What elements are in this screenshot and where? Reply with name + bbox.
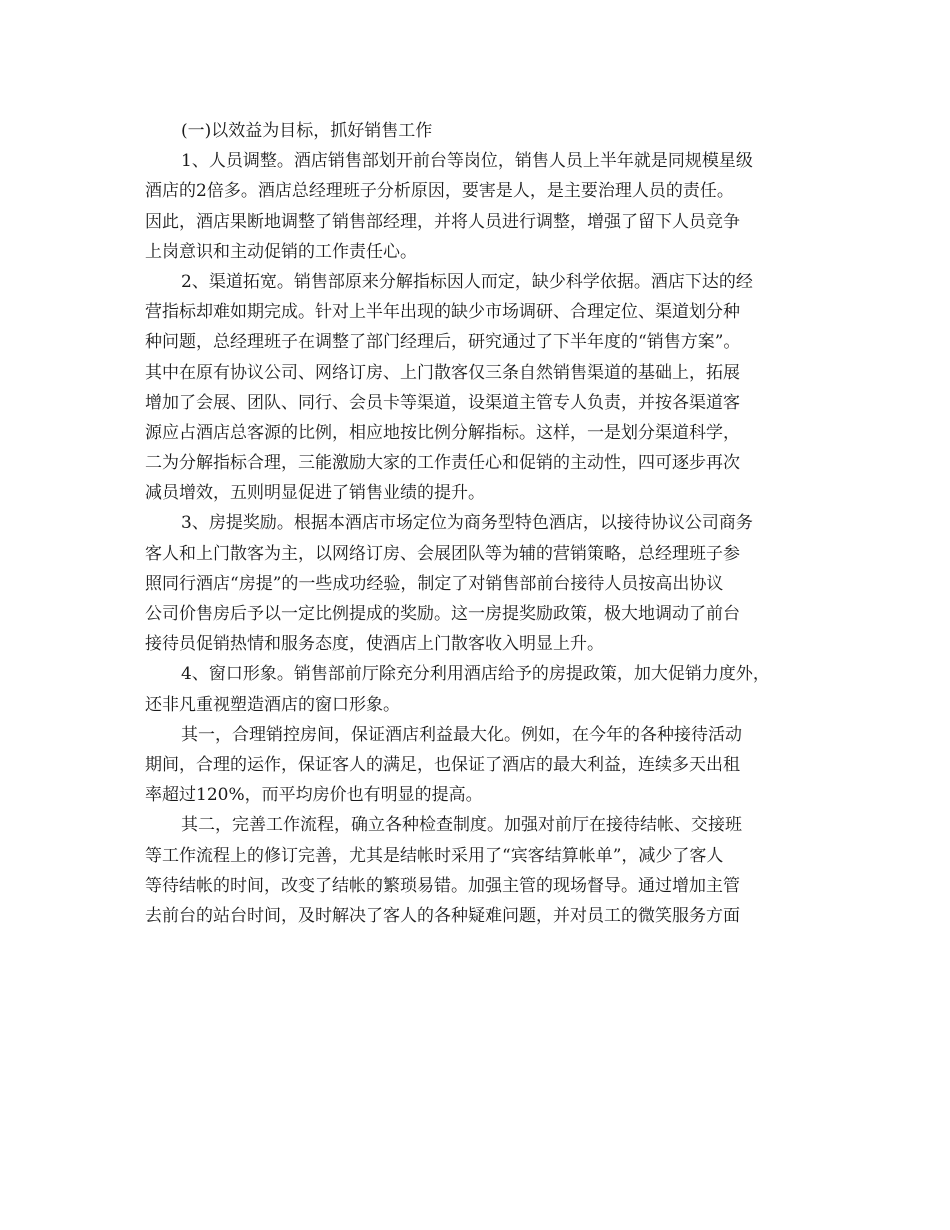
paragraph-line: 去前台的站台时间，及时解决了客人的各种疑难问题，并对员工的微笑服务方面 — [145, 905, 740, 926]
paragraph-line: 上岗意识和主动促销的工作责任心。 — [145, 241, 417, 262]
section-heading: (一)以效益为目标，抓好销售工作 — [181, 121, 433, 141]
paragraph-line: 等工作流程上的修订完善，尤其是结帐时采用了“宾客结算帐单”，减少了客人 — [145, 845, 724, 866]
paragraph-line: 源应占酒店总客源的比例，相应地按比例分解指标。这样，一是划分渠道科学， — [145, 422, 740, 443]
paragraph-line: 其二，完善工作流程，确立各种检查制度。加强对前厅在接待结帐、交接班 — [181, 815, 742, 836]
paragraph-line: 减员增效，五则明显促进了销售业绩的提升。 — [145, 483, 485, 504]
paragraph-line: 公司价售房后予以一定比例提成的奖励。这一房提奖励政策，极大地调动了前台 — [145, 604, 740, 624]
paragraph-line: 接待员促销热情和服务态度，使酒店上门散客收入明显上升。 — [145, 634, 604, 655]
paragraph-line: 因此，酒店果断地调整了销售部经理，并将人员进行调整，增强了留下人员竞争 — [145, 211, 740, 232]
paragraph-line: 1、人员调整。酒店销售部划开前台等岗位，销售人员上半年就是同规模星级 — [181, 151, 753, 172]
paragraph-line: 期间，合理的运作，保证客人的满足，也保证了酒店的最大利益，连续多天出租 — [145, 754, 740, 775]
paragraph-line: 客人和上门散客为主，以网络订房、会展团队等为辅的营销策略，总经理班子参 — [145, 543, 740, 564]
paragraph-line: 2、渠道拓宽。销售部原来分解指标因人而定，缺少科学依据。酒店下达的经 — [181, 271, 753, 292]
paragraph-line: 种问题，总经理班子在调整了部门经理后，研究通过了下半年度的“销售方案”。 — [145, 332, 741, 353]
paragraph-line: 等待结帐的时间，改变了结帐的繁琐易错。加强主管的现场督导。通过增加主管 — [145, 875, 740, 896]
paragraph-line: 其一，合理销控房间，保证酒店利益最大化。例如，在今年的各种接待活动 — [181, 724, 742, 745]
paragraph-line: 酒店的2倍多。酒店总经理班子分析原因，要害是人，是主要治理人员的责任。 — [145, 181, 734, 202]
paragraph-line: 3、房提奖励。根据本酒店市场定位为商务型特色酒店，以接待协议公司商务 — [181, 513, 753, 534]
document-body — [145, 116, 813, 931]
paragraph-line: 照同行酒店“房提”的一些成功经验，制定了对销售部前台接待人员按高出协议 — [145, 573, 724, 594]
paragraph-line: 4、窗口形象。销售部前厅除充分利用酒店给予的房提政策，加大促销力度外， — [181, 664, 770, 685]
paragraph-line: 营指标却难如期完成。针对上半年出现的缺少市场调研、合理定位、渠道划分种 — [145, 302, 740, 323]
paragraph-line: 增加了会展、团队、同行、会员卡等渠道，设渠道主管专人负责，并按各渠道客 — [145, 392, 740, 413]
paragraph-line: 率超过120%，而平均房价也有明显的提高。 — [145, 785, 483, 806]
paragraph-line: 还非凡重视塑造酒店的窗口形象。 — [145, 694, 400, 715]
paragraph-line: 其中在原有协议公司、网络订房、上门散客仅三条自然销售渠道的基础上，拓展 — [145, 362, 740, 383]
paragraph-line: 二为分解指标合理，三能激励大家的工作责任心和促销的主动性，四可逐步再次 — [145, 453, 740, 474]
